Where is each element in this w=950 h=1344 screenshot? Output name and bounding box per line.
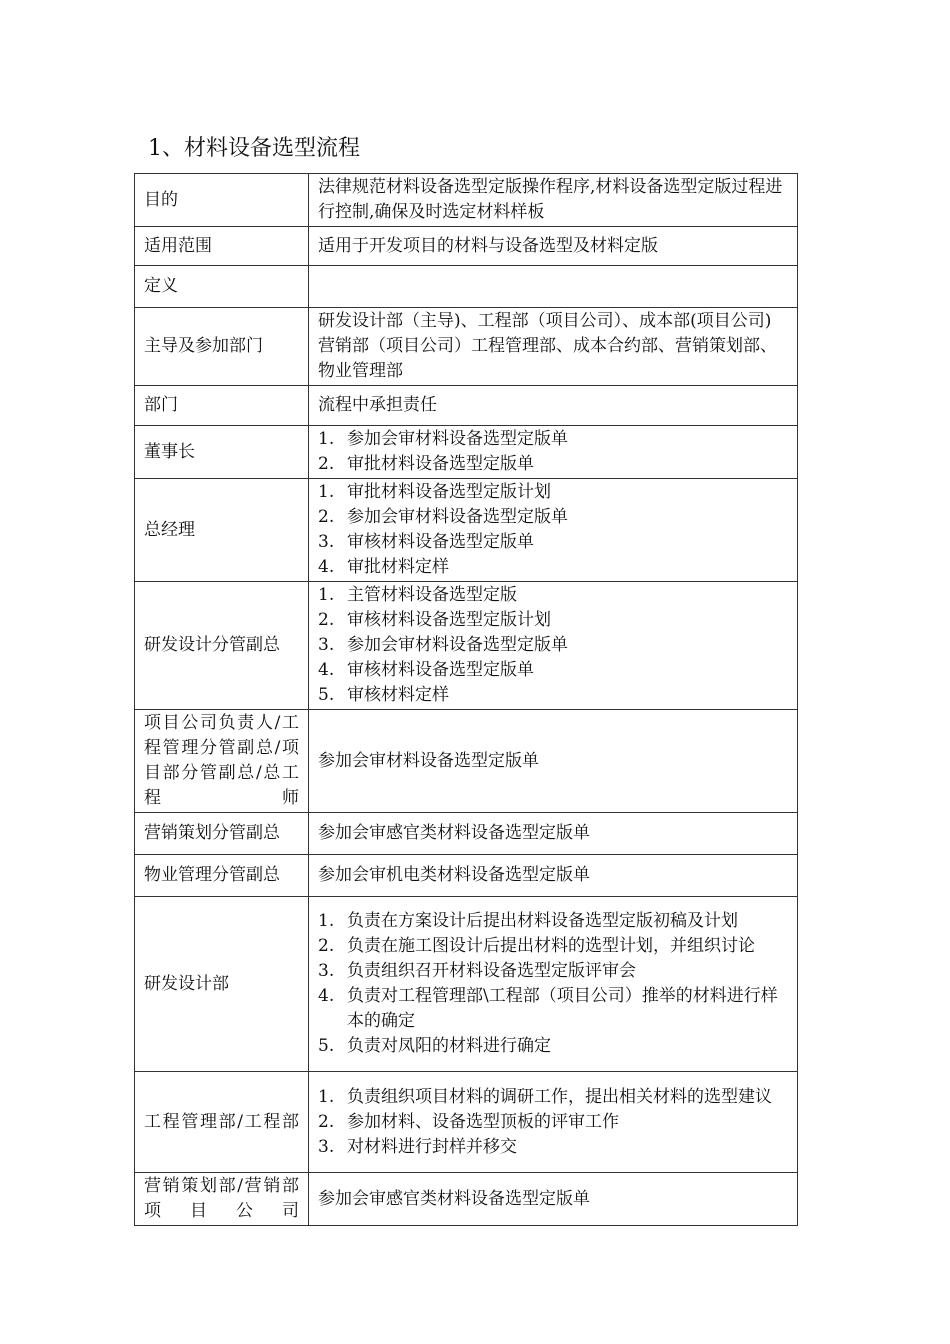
list-number: 2. bbox=[318, 1111, 335, 1132]
row-label: 董事长 bbox=[135, 426, 309, 479]
list-text: 审核材料定样 bbox=[347, 685, 449, 705]
list-text: 审核材料设备选型定版单 bbox=[347, 660, 534, 680]
list-item bbox=[318, 1135, 788, 1160]
table-row bbox=[135, 855, 798, 897]
list-item bbox=[318, 480, 788, 505]
row-label: 工程管理部/工程部 bbox=[135, 1072, 309, 1173]
table-row bbox=[135, 266, 798, 308]
table-row bbox=[135, 426, 798, 479]
row-content: 法律规范材料设备选型定版操作程序,材料设备选型定版过程进行控制,确保及时选定材料样板 bbox=[309, 174, 798, 227]
row-content bbox=[309, 426, 798, 479]
list-text: 审核材料设备选型定版计划 bbox=[347, 610, 551, 630]
list-number: 1. bbox=[318, 911, 335, 931]
row-content: 适用于开发项目的材料与设备选型及材料定版 bbox=[309, 227, 798, 266]
list-number: 1. bbox=[318, 585, 335, 605]
list-item bbox=[318, 1034, 788, 1059]
row-label: 定义 bbox=[135, 266, 309, 308]
list-number: 1. bbox=[318, 429, 335, 449]
list-text: 审批材料设备选型定版计划 bbox=[347, 482, 551, 502]
list-item bbox=[318, 1110, 788, 1135]
list-number: 4. bbox=[318, 557, 335, 577]
list-item bbox=[318, 658, 788, 683]
row-label: 部门 bbox=[135, 386, 309, 426]
list-number: 2. bbox=[318, 507, 335, 527]
list-text: 对材料进行封样并移交 bbox=[347, 1136, 517, 1157]
table-row bbox=[135, 174, 798, 227]
list-item bbox=[318, 505, 788, 530]
list-number: 1. bbox=[318, 482, 335, 502]
list-text: 参加会审材料设备选型定版单 bbox=[347, 429, 568, 449]
list-number: 3. bbox=[318, 635, 335, 655]
row-content: 参加会审感官类材料设备选型定版单 bbox=[309, 1173, 798, 1226]
duty-list bbox=[318, 1085, 788, 1160]
table-row bbox=[135, 308, 798, 386]
table-row bbox=[135, 1173, 798, 1226]
list-item bbox=[318, 683, 788, 708]
row-content: 参加会审感官类材料设备选型定版单 bbox=[309, 813, 798, 855]
list-number: 2. bbox=[318, 454, 335, 474]
list-text: 负责对凤阳的材料进行确定 bbox=[347, 1036, 551, 1056]
table-row bbox=[135, 582, 798, 710]
row-label: 主导及参加部门 bbox=[135, 308, 309, 386]
row-label: 物业管理分管副总 bbox=[135, 855, 309, 897]
document-title: 1、材料设备选型流程 bbox=[148, 136, 360, 161]
list-number: 1. bbox=[318, 1086, 335, 1107]
row-label: 营销策划部/营销部项目公司 bbox=[135, 1173, 309, 1226]
table-row bbox=[135, 386, 798, 426]
list-item bbox=[318, 452, 788, 477]
row-label: 项目公司负责人/工程管理分管副总/项目部分管副总/总工程师 bbox=[135, 710, 309, 813]
list-number: 2. bbox=[318, 610, 335, 630]
row-label: 营销策划分管副总 bbox=[135, 813, 309, 855]
list-number: 4. bbox=[318, 986, 335, 1006]
list-item bbox=[318, 633, 788, 658]
table-row bbox=[135, 1072, 798, 1173]
list-item bbox=[318, 427, 788, 452]
row-label: 适用范围 bbox=[135, 227, 309, 266]
list-text: 负责在方案设计后提出材料设备选型定版初稿及计划 bbox=[347, 911, 738, 931]
table-row bbox=[135, 813, 798, 855]
list-text: 审批材料定样 bbox=[347, 557, 449, 577]
list-item bbox=[318, 984, 788, 1034]
row-content bbox=[309, 897, 798, 1072]
list-text: 负责组织召开材料设备选型定版评审会 bbox=[347, 961, 636, 981]
list-item bbox=[318, 909, 788, 934]
list-item bbox=[318, 530, 788, 555]
table-row bbox=[135, 710, 798, 813]
process-table bbox=[134, 173, 798, 1226]
row-label: 总经理 bbox=[135, 479, 309, 582]
list-text: 负责在施工图设计后提出材料的选型计划，并组织讨论 bbox=[347, 936, 755, 956]
row-content bbox=[309, 266, 798, 308]
list-number: 4. bbox=[318, 660, 335, 680]
list-text: 主管材料设备选型定版 bbox=[347, 585, 517, 605]
list-number: 2. bbox=[318, 936, 335, 956]
list-item bbox=[318, 959, 788, 984]
list-item bbox=[318, 555, 788, 580]
table-row bbox=[135, 897, 798, 1072]
row-content: 参加会审材料设备选型定版单 bbox=[309, 710, 798, 813]
row-label: 研发设计分管副总 bbox=[135, 582, 309, 710]
list-item bbox=[318, 608, 788, 633]
row-label: 目的 bbox=[135, 174, 309, 227]
list-text: 参加会审材料设备选型定版单 bbox=[347, 507, 568, 527]
duty-list bbox=[318, 583, 788, 708]
duty-list bbox=[318, 909, 788, 1059]
list-text: 负责组织项目材料的调研工作，提出相关材料的选型建议 bbox=[347, 1086, 772, 1107]
list-number: 3. bbox=[318, 961, 335, 981]
list-number: 3. bbox=[318, 1136, 335, 1157]
list-text: 参加材料、设备选型顶板的评审工作 bbox=[347, 1111, 619, 1132]
list-text: 审核材料设备选型定版单 bbox=[347, 532, 534, 552]
list-item bbox=[318, 1085, 788, 1110]
list-text: 审批材料设备选型定版单 bbox=[347, 454, 534, 474]
row-content bbox=[309, 582, 798, 710]
row-content: 研发设计部（主导)、工程部（项目公司）、成本部(项目公司)营销部（项目公司）工程管理部、成本合约部、营销策划部、物业管理部 bbox=[309, 308, 798, 386]
list-text: 参加会审材料设备选型定版单 bbox=[347, 635, 568, 655]
list-number: 5. bbox=[318, 1036, 335, 1056]
duty-list bbox=[318, 480, 788, 580]
duty-list bbox=[318, 427, 788, 477]
row-label: 研发设计部 bbox=[135, 897, 309, 1072]
row-content: 流程中承担责任 bbox=[309, 386, 798, 426]
list-item bbox=[318, 583, 788, 608]
row-content: 参加会审机电类材料设备选型定版单 bbox=[309, 855, 798, 897]
row-content bbox=[309, 479, 798, 582]
row-content bbox=[309, 1072, 798, 1173]
list-number: 3. bbox=[318, 532, 335, 552]
table-row bbox=[135, 227, 798, 266]
table-row bbox=[135, 479, 798, 582]
list-item bbox=[318, 934, 788, 959]
list-text: 负责对工程管理部\工程部（项目公司）推举的材料进行样本的确定 bbox=[347, 986, 778, 1031]
list-number: 5. bbox=[318, 685, 335, 705]
